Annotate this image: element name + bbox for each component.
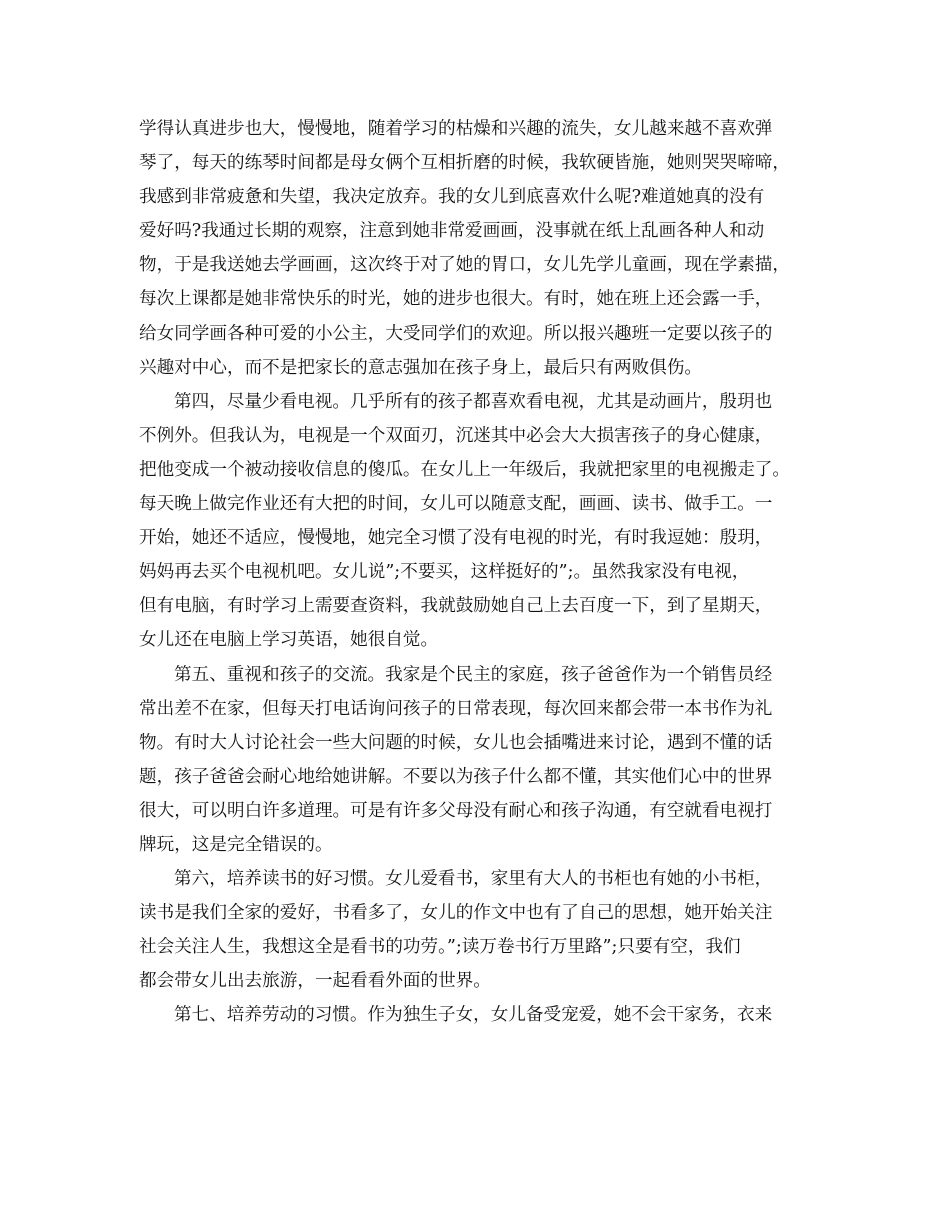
text-line: 每次上课都是她非常快乐的时光，她的进步也很大。有时，她在班上还会露一手， — [139, 289, 773, 310]
paragraph-4-reading — [139, 862, 819, 998]
text-line: 物。有时大人讨论社会一些大问题的时候，女儿也会插嘴进来讨论，遇到不懂的话 — [139, 732, 773, 753]
text-line: 每天晚上做完作业还有大把的时间，女儿可以随意支配，画画、读书、做手工。一 — [139, 494, 773, 515]
text-line: 爱好吗?我通过长期的观察，注意到她非常爱画画，没事就在纸上乱画各种人和动 — [139, 221, 765, 242]
text-line: 妈妈再去买个电视机吧。女儿说”;不要买，这样挺好的”;。虽然我家没有电视， — [139, 562, 750, 583]
text-line: 兴趣对中心，而不是把家长的意志强加在孩子身上，最后只有两败俱伤。 — [139, 357, 703, 378]
text-line: 不例外。但我认为，电视是一个双面刃，沉迷其中必会大大损害孩子的身心健康， — [139, 425, 773, 446]
text-line: 我感到非常疲惫和失望，我决定放弃。我的女儿到底喜欢什么呢?难道她真的没有 — [139, 187, 765, 208]
text-line: 牌玩，这是完全错误的。 — [139, 834, 333, 855]
text-line-first: 第六，培养读书的好习惯。女儿爱看书，家里有大人的书柜也有她的小书柜， — [174, 869, 773, 890]
document-body — [139, 112, 819, 1033]
text-line-first: 第四，尽量少看电视。几乎所有的孩子都喜欢看电视，尤其是动画片，殷玥也 — [174, 391, 773, 412]
text-line: 开始，她还不适应，慢慢地，她完全习惯了没有电视的时光，有时我逗她：殷玥， — [139, 528, 773, 549]
text-line: 社会关注人生，我想这全是看书的功劳。”;读万卷书行万里路”;只要有空，我们 — [139, 937, 741, 958]
paragraph-5-labor — [139, 998, 819, 1032]
paragraph-1 — [139, 112, 819, 385]
text-line: 读书是我们全家的爱好，书看多了，女儿的作文中也有了自己的思想，她开始关注 — [139, 903, 773, 924]
text-line: 题，孩子爸爸会耐心地给她讲解。不要以为孩子什么都不懂，其实他们心中的世界 — [139, 766, 773, 787]
paragraph-3-communication — [139, 658, 819, 863]
paragraph-2-television — [139, 385, 819, 658]
text-line: 常出差不在家，但每天打电话询问孩子的日常表现，每次回来都会带一本书作为礼 — [139, 698, 773, 719]
text-line: 但有电脑，有时学习上需要查资料，我就鼓励她自己上去百度一下，到了星期天， — [139, 596, 773, 617]
text-line: 把他变成一个被动接收信息的傻瓜。在女儿上一年级后，我就把家里的电视搬走了。 — [139, 459, 790, 480]
text-line: 女儿还在电脑上学习英语，她很自觉。 — [139, 630, 439, 651]
text-line: 给女同学画各种可爱的小公主，大受同学们的欢迎。所以报兴趣班一定要以孩子的 — [139, 323, 773, 344]
text-line: 琴了，每天的练琴时间都是母女俩个互相折磨的时候，我软硬皆施，她则哭哭啼啼， — [139, 153, 790, 174]
text-line-first: 第五、重视和孩子的交流。我家是个民主的家庭，孩子爸爸作为一个销售员经 — [174, 664, 773, 685]
text-line: 物，于是我送她去学画画，这次终于对了她的胃口，女儿先学儿童画，现在学素描， — [139, 255, 790, 276]
text-line-first: 第七、培养劳动的习惯。作为独生子女，女儿备受宠爱，她不会干家务，衣来 — [174, 1005, 773, 1026]
text-line: 学得认真进步也大，慢慢地，随着学习的枯燥和兴趣的流失，女儿越来越不喜欢弹 — [139, 119, 773, 139]
text-line: 很大，可以明白许多道理。可是有许多父母没有耐心和孩子沟通，有空就看电视打 — [139, 800, 773, 821]
text-line: 都会带女儿出去旅游，一起看看外面的世界。 — [139, 971, 491, 992]
